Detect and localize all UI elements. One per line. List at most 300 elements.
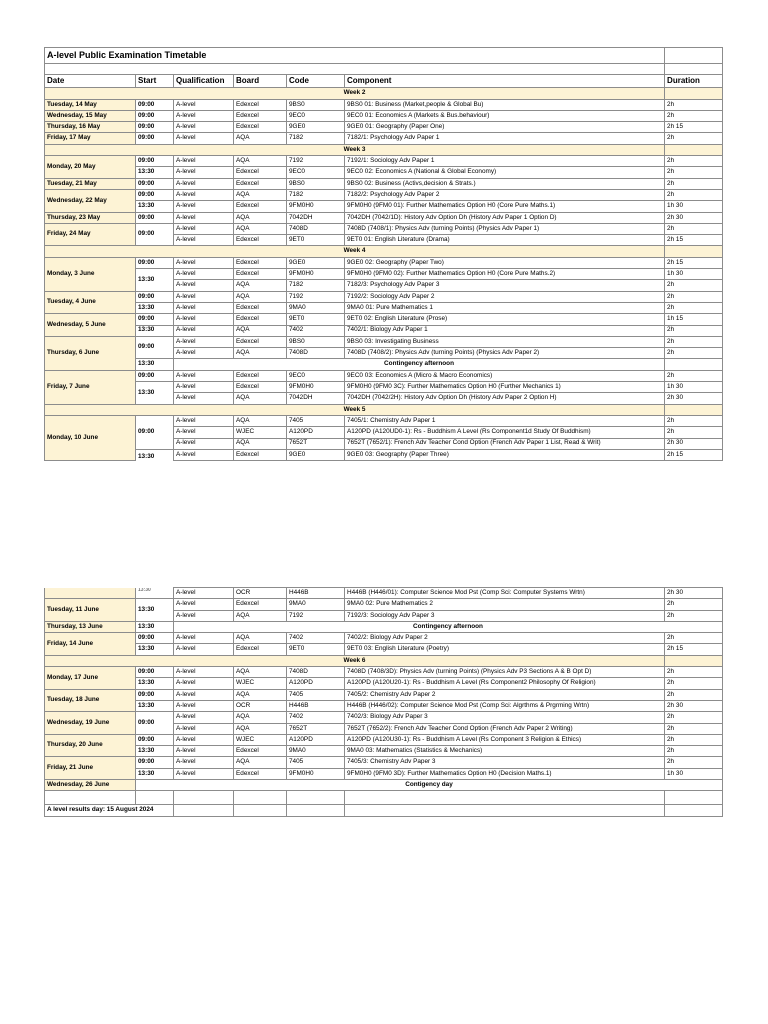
board-cell: OCR — [234, 700, 287, 711]
table-row — [45, 133, 723, 144]
board-cell: Edexcel — [234, 599, 287, 610]
code-cell: 7402 — [287, 633, 345, 644]
component-cell: 7182/3: Psychology Adv Paper 3 — [345, 280, 665, 291]
results-day-text: A level results day: 15 August 2024 — [45, 805, 174, 816]
duration-cell: 2h — [665, 336, 723, 347]
qualification-cell: A-level — [174, 610, 234, 621]
board-cell: AQA — [234, 133, 287, 144]
timetable-table-2 — [44, 587, 723, 817]
code-cell: 9GE0 — [287, 122, 345, 133]
board-cell: AQA — [234, 291, 287, 302]
duration-cell: 1h 15 — [665, 314, 723, 325]
board-cell: Edexcel — [234, 382, 287, 393]
table-row — [45, 746, 723, 757]
date-cell: Monday, 20 May — [45, 156, 136, 179]
date-cell: Tuesday, 14 May — [45, 99, 136, 110]
table-row — [45, 667, 723, 678]
start-cell: 09:00 — [136, 336, 174, 359]
date-cell: Thursday, 13 June — [45, 621, 136, 632]
page-title: A-level Public Examination Timetable — [45, 48, 665, 64]
col-header-qualification: Qualification — [174, 75, 234, 88]
start-cell: 13:30 — [136, 588, 174, 599]
qualification-cell: A-level — [174, 156, 234, 167]
code-cell: 9ET0 — [287, 314, 345, 325]
code-cell: 9EC0 — [287, 167, 345, 178]
board-cell: Edexcel — [234, 201, 287, 212]
code-cell: 9FM0H0 — [287, 768, 345, 779]
week-label: Week 3 — [45, 144, 665, 155]
start-cell: 09:00 — [136, 415, 174, 449]
qualification-cell: A-level — [174, 370, 234, 381]
duration-cell: 2h — [665, 156, 723, 167]
component-cell: H446B (H446/02): Computer Science Mod Pst (Comp Sci: Algrthms & Prgrming Wrtn) — [345, 700, 665, 711]
date-cell: Wednesday, 19 June — [45, 712, 136, 735]
board-cell: Edexcel — [234, 122, 287, 133]
start-cell: 09:00 — [136, 257, 174, 268]
duration-cell: 1h 30 — [665, 201, 723, 212]
start-cell: 09:00 — [136, 633, 174, 644]
col-header-date: Date — [45, 75, 136, 88]
date-cell: Wednesday, 22 May — [45, 189, 136, 212]
table-row — [45, 110, 723, 121]
date-cell: Thursday, 20 June — [45, 734, 136, 757]
start-cell: 13:30 — [136, 269, 174, 292]
qualification-cell: A-level — [174, 223, 234, 234]
start-cell: 09:00 — [136, 99, 174, 110]
col-header-duration: Duration — [665, 75, 723, 88]
date-cell: Friday, 7 June — [45, 370, 136, 404]
title-row — [45, 48, 723, 64]
qualification-cell: A-level — [174, 723, 234, 734]
board-cell: AQA — [234, 325, 287, 336]
start-cell: 09:00 — [136, 178, 174, 189]
component-cell: 7042DH (7042/2H): History Adv Option Dh (History Adv Paper 2 Option H) — [345, 393, 665, 404]
duration-cell: 2h 15 — [665, 644, 723, 655]
col-header-board: Board — [234, 75, 287, 88]
duration-cell: 1h 30 — [665, 269, 723, 280]
start-cell: 13:30 — [136, 700, 174, 711]
week-label: Week 4 — [45, 246, 665, 257]
week-row — [45, 144, 723, 155]
start-cell: 09:00 — [136, 689, 174, 700]
qualification-cell: A-level — [174, 257, 234, 268]
board-cell: AQA — [234, 415, 287, 426]
start-cell: 13:30 — [136, 449, 174, 460]
table-row — [45, 189, 723, 200]
code-cell: 9MA0 — [287, 746, 345, 757]
board-cell: AQA — [234, 438, 287, 449]
component-cell: 7652T (7652/1): French Adv Teacher Cond Option (French Adv Paper 1 List, Read & Writ) — [345, 438, 665, 449]
duration-cell: 2h — [665, 415, 723, 426]
table-row — [45, 370, 723, 381]
code-cell: 7042DH — [287, 212, 345, 223]
code-cell: 7042DH — [287, 393, 345, 404]
qualification-cell: A-level — [174, 325, 234, 336]
component-cell: 9EC0 02: Economics A (National & Global Economy) — [345, 167, 665, 178]
duration-cell: 1h 30 — [665, 382, 723, 393]
duration-cell: 2h — [665, 167, 723, 178]
duration-cell: 2h — [665, 734, 723, 745]
code-cell: 7652T — [287, 438, 345, 449]
qualification-cell: A-level — [174, 302, 234, 313]
table-row — [45, 257, 723, 268]
qualification-cell: A-level — [174, 438, 234, 449]
qualification-cell: A-level — [174, 700, 234, 711]
start-cell: 13:30 — [136, 621, 174, 632]
component-cell: 7408D (7408/1): Physics Adv (turning Points) (Physics Adv Paper 1) — [345, 223, 665, 234]
component-cell: 7402/2: Biology Adv Paper 2 — [345, 633, 665, 644]
table-row — [45, 336, 723, 347]
component-cell: 9MA0 02: Pure Mathematics 2 — [345, 599, 665, 610]
qualification-cell: A-level — [174, 201, 234, 212]
table-row — [45, 621, 723, 632]
table-row — [45, 700, 723, 711]
board-cell: Edexcel — [234, 449, 287, 460]
table-row — [45, 689, 723, 700]
start-cell: 13:30 — [136, 599, 174, 622]
board-cell: Edexcel — [234, 269, 287, 280]
board-cell: AQA — [234, 610, 287, 621]
component-cell: 9FM0H0 (9FM0 02): Further Mathematics Option H0 (Core Pure Maths.2) — [345, 269, 665, 280]
qualification-cell: A-level — [174, 235, 234, 246]
week-row — [45, 655, 723, 666]
board-cell: AQA — [234, 723, 287, 734]
code-cell: 7402 — [287, 325, 345, 336]
component-cell: 9MA0 01: Pure Mathematics 1 — [345, 302, 665, 313]
component-cell: 7405/1: Chemistry Adv Paper 1 — [345, 415, 665, 426]
code-cell: 9FM0H0 — [287, 201, 345, 212]
duration-cell: 2h — [665, 348, 723, 359]
results-row — [45, 805, 723, 816]
date-cell: Thursday, 23 May — [45, 212, 136, 223]
code-cell: 7192 — [287, 610, 345, 621]
table-row — [45, 599, 723, 610]
duration-cell: 2h — [665, 678, 723, 689]
component-cell: 7408D (7408/2): Physics Adv (turning Points) (Physics Adv Paper 2) — [345, 348, 665, 359]
date-cell: Monday, 10 June — [45, 415, 136, 460]
duration-cell: 2h — [665, 633, 723, 644]
duration-cell: 2h 30 — [665, 393, 723, 404]
duration-cell: 2h — [665, 370, 723, 381]
col-header-code: Code — [287, 75, 345, 88]
board-cell: Edexcel — [234, 99, 287, 110]
component-cell: 7402/1: Biology Adv Paper 1 — [345, 325, 665, 336]
component-cell: 9FM0H0 (9FM0 01): Further Mathematics Option H0 (Core Pure Maths.1) — [345, 201, 665, 212]
table-row — [45, 768, 723, 779]
code-cell: 9ET0 — [287, 644, 345, 655]
board-cell: Edexcel — [234, 644, 287, 655]
start-cell: 09:00 — [136, 667, 174, 678]
code-cell: 7402 — [287, 712, 345, 723]
table-row — [45, 644, 723, 655]
board-cell: AQA — [234, 212, 287, 223]
duration-cell: 2h — [665, 110, 723, 121]
start-cell: 09:00 — [136, 712, 174, 735]
duration-cell: 2h — [665, 712, 723, 723]
component-cell: 9ET0 01: English Literature (Drama) — [345, 235, 665, 246]
col-header-start: Start — [136, 75, 174, 88]
code-cell: 7182 — [287, 280, 345, 291]
duration-cell: 2h 15 — [665, 449, 723, 460]
qualification-cell: A-level — [174, 633, 234, 644]
component-cell: 9FM0H0 (9FM0 3D): Further Mathematics Option H0 (Decision Maths.1) — [345, 768, 665, 779]
qualification-cell: A-level — [174, 415, 234, 426]
start-cell: 09:00 — [136, 212, 174, 223]
board-cell: AQA — [234, 156, 287, 167]
table-row — [45, 201, 723, 212]
component-cell: 7192/3: Sociology Adv Paper 3 — [345, 610, 665, 621]
code-cell: 9FM0H0 — [287, 382, 345, 393]
week-row — [45, 246, 723, 257]
table-row — [45, 359, 723, 370]
code-cell: 7405 — [287, 689, 345, 700]
board-cell: OCR — [234, 588, 287, 599]
qualification-cell: A-level — [174, 336, 234, 347]
start-cell: 13:30 — [136, 167, 174, 178]
component-cell: 9BS0 02: Business (Activs,decision & Strats.) — [345, 178, 665, 189]
board-cell: WJEC — [234, 734, 287, 745]
start-cell: 09:00 — [136, 133, 174, 144]
code-cell: 9ET0 — [287, 235, 345, 246]
qualification-cell: A-level — [174, 178, 234, 189]
date-cell: Wednesday, 26 June — [45, 780, 136, 791]
duration-cell: 2h 30 — [665, 212, 723, 223]
qualification-cell: A-level — [174, 212, 234, 223]
board-cell: Edexcel — [234, 768, 287, 779]
duration-cell: 2h — [665, 723, 723, 734]
table-row — [45, 780, 723, 791]
board-cell: Edexcel — [234, 257, 287, 268]
code-cell: 9MA0 — [287, 599, 345, 610]
qualification-cell: A-level — [174, 644, 234, 655]
code-cell: 7405 — [287, 415, 345, 426]
table-row — [45, 314, 723, 325]
timetable-page-2 — [44, 587, 722, 817]
component-cell: 7182/1: Psychology Adv Paper 1 — [345, 133, 665, 144]
date-cell: Wednesday, 15 May — [45, 110, 136, 121]
component-cell: 9ET0 02: English Literature (Prose) — [345, 314, 665, 325]
component-cell: 7402/3: Biology Adv Paper 3 — [345, 712, 665, 723]
board-cell: AQA — [234, 712, 287, 723]
qualification-cell: A-level — [174, 348, 234, 359]
code-cell: 9BS0 — [287, 178, 345, 189]
board-cell: AQA — [234, 393, 287, 404]
code-cell: 9EC0 — [287, 370, 345, 381]
date-cell: Friday, 21 June — [45, 757, 136, 780]
board-cell: AQA — [234, 689, 287, 700]
component-cell: 7182/2: Psychology Adv Paper 2 — [345, 189, 665, 200]
start-cell: 09:00 — [136, 757, 174, 768]
table-row — [45, 302, 723, 313]
table-row — [45, 757, 723, 768]
duration-cell: 2h — [665, 133, 723, 144]
component-cell: 9FM0H0 (9FM0 3C): Further Mathematics Option H0 (Further Mechanics 1) — [345, 382, 665, 393]
date-cell: Tuesday, 11 June — [45, 599, 136, 622]
date-cell: Thursday, 6 June — [45, 336, 136, 370]
component-cell: 9GE0 03: Geography (Paper Three) — [345, 449, 665, 460]
qualification-cell: A-level — [174, 768, 234, 779]
duration-cell: 2h — [665, 746, 723, 757]
qualification-cell: A-level — [174, 712, 234, 723]
board-cell: Edexcel — [234, 178, 287, 189]
component-cell: 9MA0 03: Mathematics (Statistics & Mechanics) — [345, 746, 665, 757]
week-label: Week 5 — [45, 404, 665, 415]
board-cell: AQA — [234, 189, 287, 200]
component-cell: 9GE0 01: Geography (Paper One) — [345, 122, 665, 133]
col-header-component: Component — [345, 75, 665, 88]
table-row — [45, 449, 723, 460]
date-cell: Monday, 17 June — [45, 667, 136, 690]
start-cell: 09:00 — [136, 291, 174, 302]
board-cell: Edexcel — [234, 370, 287, 381]
component-cell: 9ET0 03: English Literature (Poetry) — [345, 644, 665, 655]
board-cell: AQA — [234, 667, 287, 678]
date-cell: Friday, 14 June — [45, 633, 136, 656]
board-cell: AQA — [234, 348, 287, 359]
duration-cell: 2h — [665, 189, 723, 200]
qualification-cell: A-level — [174, 588, 234, 599]
date-cell: Tuesday, 4 June — [45, 291, 136, 314]
code-cell: 7408D — [287, 667, 345, 678]
start-cell: 13:30 — [136, 746, 174, 757]
week-label: Week 6 — [45, 655, 665, 666]
board-cell: AQA — [234, 280, 287, 291]
code-cell: A120PD — [287, 678, 345, 689]
code-cell: 9BS0 — [287, 99, 345, 110]
code-cell: H446B — [287, 588, 345, 599]
code-cell: 7192 — [287, 291, 345, 302]
start-cell: 13:30 — [136, 382, 174, 405]
component-cell: H446B (H446/01): Computer Science Mod Pst (Comp Sci: Computer Systems Wrtn) — [345, 588, 665, 599]
start-cell: 13:30 — [136, 644, 174, 655]
table-row — [45, 325, 723, 336]
table-row — [45, 223, 723, 234]
start-cell: 13:30 — [136, 359, 174, 370]
code-cell: 9MA0 — [287, 302, 345, 313]
duration-cell: 2h 30 — [665, 588, 723, 599]
qualification-cell: A-level — [174, 382, 234, 393]
qualification-cell: A-level — [174, 99, 234, 110]
code-cell: 7192 — [287, 156, 345, 167]
duration-cell: 2h — [665, 427, 723, 438]
component-cell: 9EC0 01: Economics A (Markets & Bus.behaviour) — [345, 110, 665, 121]
code-cell: A120PD — [287, 734, 345, 745]
qualification-cell: A-level — [174, 167, 234, 178]
qualification-cell: A-level — [174, 393, 234, 404]
start-cell: 13:30 — [136, 678, 174, 689]
week-label: Week 2 — [45, 88, 665, 99]
board-cell: WJEC — [234, 427, 287, 438]
header-row — [45, 75, 723, 88]
date-cell: Monday, 3 June — [45, 257, 136, 291]
qualification-cell: A-level — [174, 678, 234, 689]
contingency-label: Contingency afternoon — [174, 621, 723, 632]
board-cell: Edexcel — [234, 235, 287, 246]
start-cell: 09:00 — [136, 110, 174, 121]
qualification-cell: A-level — [174, 189, 234, 200]
start-cell: 13:30 — [136, 768, 174, 779]
component-cell: A120PD (A120U20-1): Rs - Buddhism A Level (Rs Component2 Philosophy Of Religion) — [345, 678, 665, 689]
component-cell: 7192/1: Sociology Adv Paper 1 — [345, 156, 665, 167]
qualification-cell: A-level — [174, 449, 234, 460]
table-row — [45, 156, 723, 167]
week-row — [45, 88, 723, 99]
component-cell: A120PD (A120U30-1): Rs - Buddhism A Level (Rs Component 3 Religion & Ethics) — [345, 734, 665, 745]
date-cell: Tuesday, 18 June — [45, 689, 136, 712]
qualification-cell: A-level — [174, 746, 234, 757]
board-cell: Edexcel — [234, 314, 287, 325]
qualification-cell: A-level — [174, 734, 234, 745]
board-cell: Edexcel — [234, 746, 287, 757]
duration-cell: 2h 30 — [665, 700, 723, 711]
component-cell: 7405/3: Chemistry Adv Paper 3 — [345, 757, 665, 768]
duration-cell: 2h — [665, 325, 723, 336]
duration-cell: 2h 15 — [665, 257, 723, 268]
board-cell: Edexcel — [234, 167, 287, 178]
table-row — [45, 734, 723, 745]
date-cell: Friday, 17 May — [45, 133, 136, 144]
table-row — [45, 167, 723, 178]
component-cell: 7408D (7408/3D): Physics Adv (turning Points) (Physics Adv P3 Sections A & B Opt D) — [345, 667, 665, 678]
start-cell: 13:30 — [136, 325, 174, 336]
start-cell: 09:00 — [136, 122, 174, 133]
code-cell: 7408D — [287, 348, 345, 359]
start-cell: 13:30 — [136, 302, 174, 313]
code-cell: 9BS0 — [287, 336, 345, 347]
qualification-cell: A-level — [174, 314, 234, 325]
start-cell: 09:00 — [136, 223, 174, 246]
duration-cell: 2h — [665, 223, 723, 234]
table-row — [45, 633, 723, 644]
duration-cell: 2h 30 — [665, 438, 723, 449]
duration-cell: 2h — [665, 610, 723, 621]
duration-cell: 2h — [665, 599, 723, 610]
table-row — [45, 678, 723, 689]
week-row — [45, 404, 723, 415]
code-cell: A120PD — [287, 427, 345, 438]
table-row — [45, 122, 723, 133]
contingency-label: Contingency afternoon — [174, 359, 665, 370]
qualification-cell: A-level — [174, 133, 234, 144]
table-row — [45, 269, 723, 280]
component-cell: 7405/2: Chemistry Adv Paper 2 — [345, 689, 665, 700]
qualification-cell: A-level — [174, 280, 234, 291]
table-row — [45, 178, 723, 189]
qualification-cell: A-level — [174, 122, 234, 133]
duration-cell: 2h — [665, 757, 723, 768]
qualification-cell: A-level — [174, 291, 234, 302]
component-cell: 9BS0 03: Investigating Business — [345, 336, 665, 347]
date-cell: Friday, 24 May — [45, 223, 136, 246]
board-cell: AQA — [234, 633, 287, 644]
table-row — [45, 712, 723, 723]
qualification-cell: A-level — [174, 667, 234, 678]
board-cell: WJEC — [234, 678, 287, 689]
code-cell: 7405 — [287, 757, 345, 768]
board-cell: AQA — [234, 757, 287, 768]
timetable-table-1 — [44, 47, 723, 461]
code-cell: 7408D — [287, 223, 345, 234]
duration-cell: 2h — [665, 280, 723, 291]
start-cell: 09:00 — [136, 156, 174, 167]
duration-cell: 2h — [665, 667, 723, 678]
board-cell: Edexcel — [234, 302, 287, 313]
qualification-cell: A-level — [174, 689, 234, 700]
start-cell: 13:30 — [136, 201, 174, 212]
qualification-cell: A-level — [174, 427, 234, 438]
code-cell: 7182 — [287, 133, 345, 144]
board-cell: AQA — [234, 223, 287, 234]
